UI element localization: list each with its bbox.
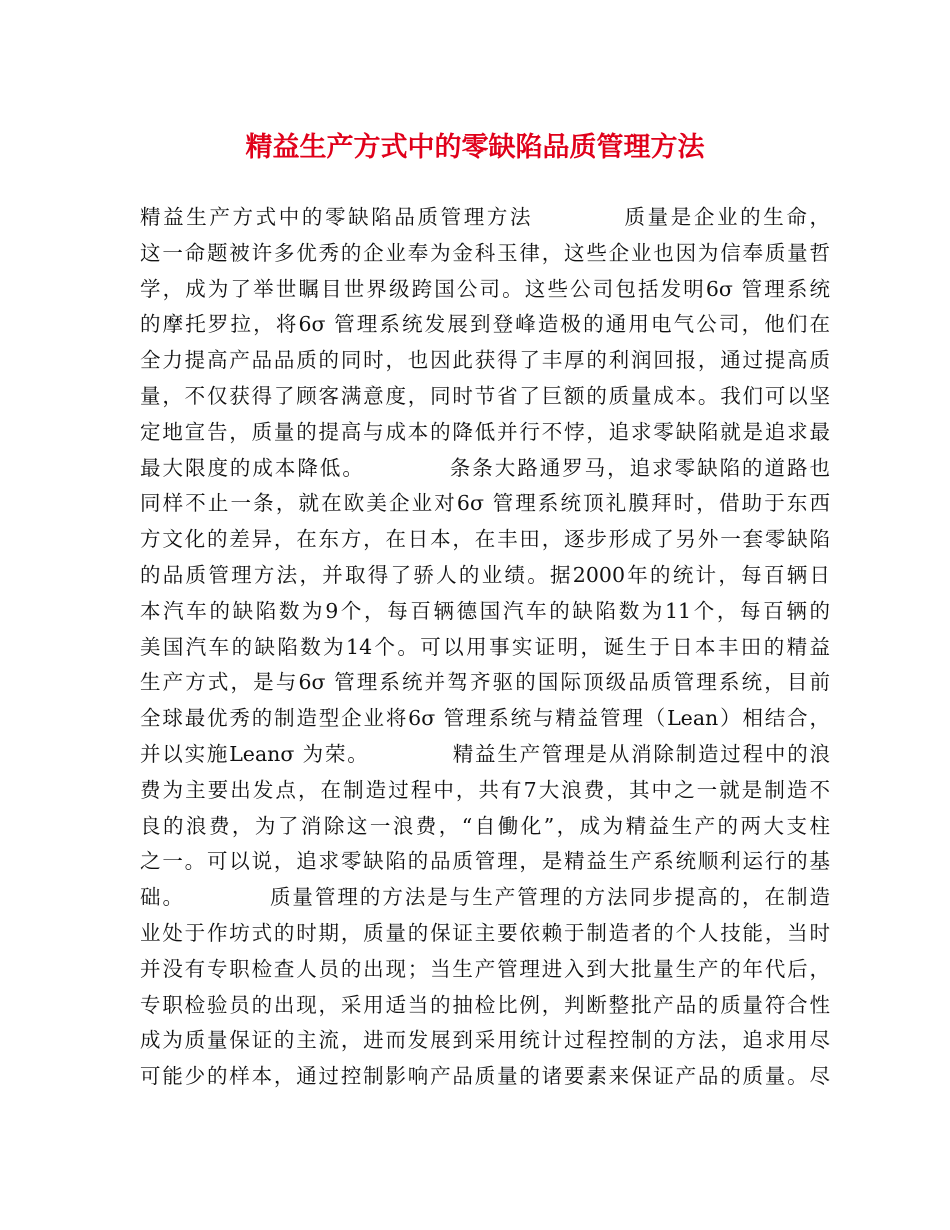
body-line: 并以实施Leanσ 为荣。 精益生产管理是从消除制造过程中的浪 (140, 741, 830, 766)
body-line: 成为质量保证的主流，进而发展到采用统计过程控制的方法，追求用尽 (140, 1028, 830, 1053)
body-line: 量，不仅获得了顾客满意度，同时节省了巨额的质量成本。我们可以坚 (140, 383, 830, 408)
body-line: 最大限度的成本降低。 条条大路通罗马，追求零缺陷的道路也 (140, 455, 830, 480)
body-line: 这一命题被许多优秀的企业奉为金科玉律，这些企业也因为信奉质量哲 (140, 240, 830, 265)
body-line: 学，成为了举世瞩目世界级跨国公司。这些公司包括发明6σ 管理系统 (140, 276, 830, 301)
body-line: 础。 质量管理的方法是与生产管理的方法同步提高的，在制造 (140, 885, 830, 910)
body-line: 的摩托罗拉，将6σ 管理系统发展到登峰造极的通用电气公司，他们在 (140, 312, 830, 337)
body-line: 良的浪费，为了消除这一浪费，“自働化”，成为精益生产的两大支柱 (140, 813, 830, 838)
body-line: 业处于作坊式的时期，质量的保证主要依赖于制造者的个人技能，当时 (140, 920, 830, 945)
body-line: 全力提高产品品质的同时，也因此获得了丰厚的利润回报，通过提高质 (140, 348, 830, 373)
body-line: 的品质管理方法，并取得了骄人的业绩。据2000年的统计，每百辆日 (140, 562, 830, 587)
body-line: 之一。可以说，追求零缺陷的品质管理，是精益生产系统顺利运行的基 (140, 849, 830, 874)
document-title: 精益生产方式中的零缺陷品质管理方法 (245, 132, 705, 163)
body-line: 美国汽车的缺陷数为14个。可以用事实证明，诞生于日本丰田的精益 (140, 634, 830, 659)
body-line: 可能少的样本，通过控制影响产品质量的诸要素来保证产品的质量。尽 (140, 1064, 830, 1089)
body-line: 本汽车的缺陷数为9个，每百辆德国汽车的缺陷数为11个，每百辆的 (140, 598, 830, 623)
body-line: 专职检验员的出现，采用适当的抽检比例，判断整批产品的质量符合性 (140, 992, 830, 1017)
document-body (140, 200, 830, 1095)
body-line: 生产方式，是与6σ 管理系统并驾齐驱的国际顶级品质管理系统，目前 (140, 670, 830, 695)
body-line: 全球最优秀的制造型企业将6σ 管理系统与精益管理（Lean）相结合， (140, 706, 830, 731)
body-line: 精益生产方式中的零缺陷品质管理方法 质量是企业的生命， (140, 205, 830, 229)
body-line: 费为主要出发点，在制造过程中，共有7大浪费，其中之一就是制造不 (140, 777, 830, 802)
body-line: 方文化的差异，在东方，在日本，在丰田，逐步形成了另外一套零缺陷 (140, 527, 830, 552)
body-line: 同样不止一条，就在欧美企业对6σ 管理系统顶礼膜拜时，借助于东西 (140, 491, 830, 516)
body-line: 定地宣告，质量的提高与成本的降低并行不悖，追求零缺陷就是追求最 (140, 419, 830, 444)
body-line: 并没有专职检查人员的出现；当生产管理进入到大批量生产的年代后， (140, 956, 830, 981)
